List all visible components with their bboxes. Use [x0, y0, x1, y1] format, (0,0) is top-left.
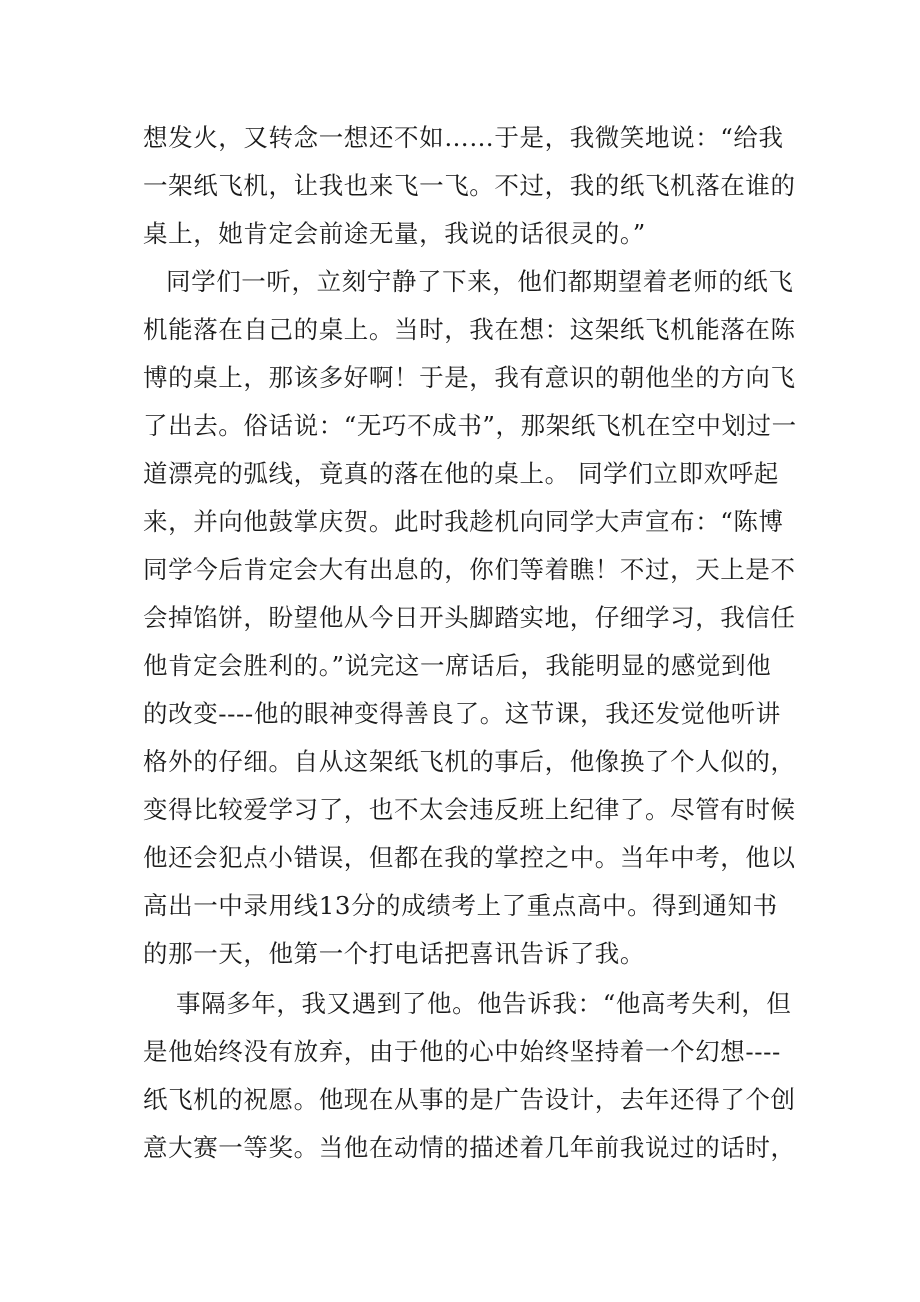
text-line: 会掉馅饼，盼望他从今日开头脚踏实地，仔细学习，我信任: [143, 603, 796, 632]
text-line: 的那一天，他第一个打电话把喜讯告诉了我。: [143, 939, 645, 968]
text-line: 想发火，又转念一想还不如……于是，我微笑地说：“给我: [143, 123, 784, 152]
text-line: 格外的仔细。自从这架纸飞机的事后，他像换了个人似的，: [143, 747, 796, 776]
text-line: 来，并向他鼓掌庆贺。此时我趁机向同学大声宣布：“陈博: [143, 507, 784, 536]
text-line: 变得比较爱学习了，也不太会违反班上纪律了。尽管有时候: [143, 795, 796, 824]
text-line: 道漂亮的弧线，竟真的落在他的桌上。 同学们立即欢呼起: [143, 459, 779, 488]
text-line: 了出去。俗话说：“无巧不成书”，那架纸飞机在空中划过一: [143, 411, 797, 440]
text-line: 机能落在自己的桌上。当时，我在想：这架纸飞机能落在陈: [143, 315, 796, 344]
text-line: 桌上，她肯定会前途无量，我说的话很灵的。”: [143, 219, 646, 248]
text-line: 博的桌上，那该多好啊！于是，我有意识的朝他坐的方向飞: [143, 363, 796, 392]
text-line: 他还会犯点小错误，但都在我的掌控之中。当年中考，他以: [143, 843, 796, 872]
paragraph-start-line: 同学们一听，立刻宁静了下来，他们都期望着老师的纸飞: [166, 267, 794, 296]
text-line: 意大赛一等奖。当他在动情的描述着几年前我说过的话时，: [143, 1133, 796, 1162]
text-line: 他肯定会胜利的。”说完这一席话后，我能明显的感觉到他: [143, 651, 772, 680]
text-line: 同学今后肯定会大有出息的，你们等着瞧！不过，天上是不: [143, 555, 796, 584]
text-line: 是他始终没有放弃，由于他的心中始终坚持着一个幻想----: [143, 1037, 781, 1066]
text-line: 的改变----他的眼神变得善良了。这节课，我还发觉他听讲: [143, 699, 781, 728]
text-line: 高出一中录用线13分的成绩考上了重点高中。得到通知书: [143, 891, 778, 920]
paragraph-start-line: 事隔多年，我又遇到了他。他告诉我：“他高考失利，但: [176, 989, 792, 1018]
text-line: 一架纸飞机，让我也来飞一飞。不过，我的纸飞机落在谁的: [143, 171, 796, 200]
text-line: 纸飞机的祝愿。他现在从事的是广告设计，去年还得了个创: [143, 1085, 796, 1114]
